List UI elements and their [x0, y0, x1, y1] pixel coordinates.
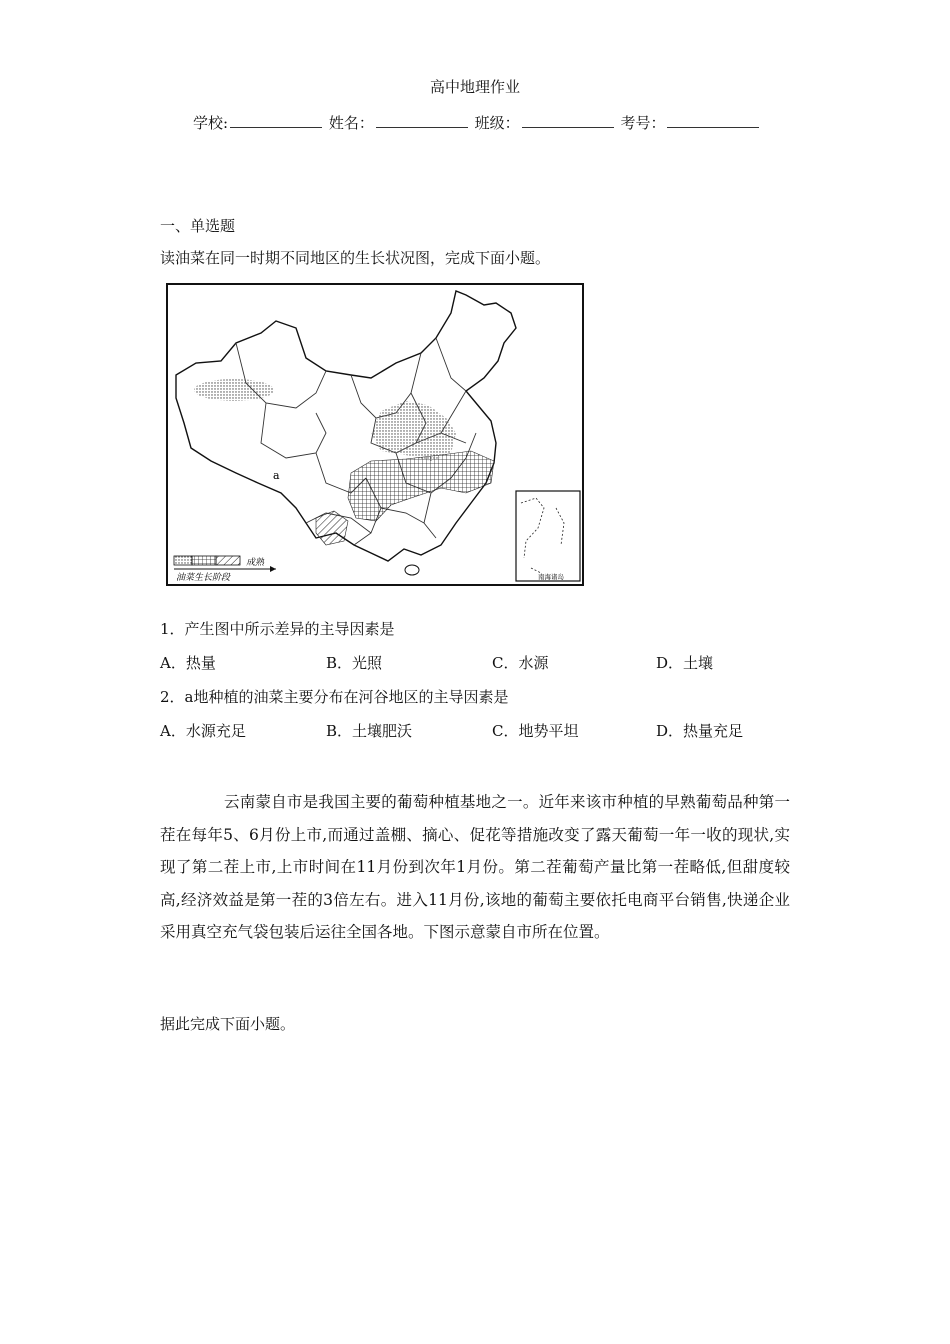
name-blank[interactable] [376, 113, 468, 128]
closing-instruction: 据此完成下面小题。 [160, 1015, 296, 1033]
q1-option-d[interactable]: D．土壤 [656, 654, 714, 672]
rapeseed-growth-map [166, 283, 584, 586]
q2-option-b[interactable]: B．土壤肥沃 [326, 722, 413, 740]
xinjiang-stipple [194, 379, 274, 401]
q2-option-a[interactable]: A．水源充足 [160, 722, 246, 740]
exam-number-blank[interactable] [667, 113, 759, 128]
q1-option-c[interactable]: C．水源 [492, 654, 549, 672]
legend-grid-swatch [192, 556, 216, 565]
legend-stipple-swatch [174, 556, 192, 565]
point-a-label: a [273, 469, 280, 482]
map-intro-text: 读油菜在同一时期不同地区的生长状况图，完成下面小题。 [160, 249, 551, 267]
south-sea-inset [516, 491, 580, 581]
passage [160, 786, 790, 949]
school-blank[interactable] [230, 113, 322, 128]
document-title: 高中地理作业 [429, 78, 520, 96]
inset-label: 南海诸岛 [538, 573, 564, 581]
q1-option-a[interactable]: A．热量 [160, 654, 216, 672]
section-heading: 一、单选题 [160, 217, 236, 235]
exam-number-label: 考号： [620, 114, 666, 132]
class-label: 班级： [474, 114, 520, 132]
legend-title: 油菜生长阶段 [176, 573, 231, 583]
legend-hatch-swatch [216, 556, 240, 565]
legend-mature-label: 成熟 [246, 558, 265, 568]
question-1-stem: 1．产生图中所示差异的主导因素是 [160, 620, 395, 638]
q1-option-b[interactable]: B．光照 [326, 654, 383, 672]
class-blank[interactable] [522, 113, 614, 128]
q2-option-d[interactable]: D．热量充足 [656, 722, 744, 740]
question-2-stem: 2．a地种植的油菜主要分布在河谷地区的主导因素是 [160, 688, 509, 706]
name-label: 姓名： [328, 114, 374, 132]
passage-text: 云南蒙自市是我国主要的葡萄种植基地之一。近年来该市种植的早熟葡萄品种第一茬在每年5、6月份上市,而通过盖棚、摘心、促花等措施改变了露天葡萄一年一收的现状,实现了第二茬上市,上市时间在11月份到次年1月份。第二茬葡萄产量比第一茬略低,但甜度较高,经济效益是第一茬的3倍左右。进入11月份,该地的葡萄主要依托电商平台销售,快递企业采用真空充气袋包装后运往全国各地。下图示意蒙自市所在位置。 [160, 793, 790, 941]
q2-option-c[interactable]: C．地势平坦 [492, 722, 579, 740]
school-label: 学校: [193, 114, 229, 132]
student-info-line [193, 112, 761, 133]
